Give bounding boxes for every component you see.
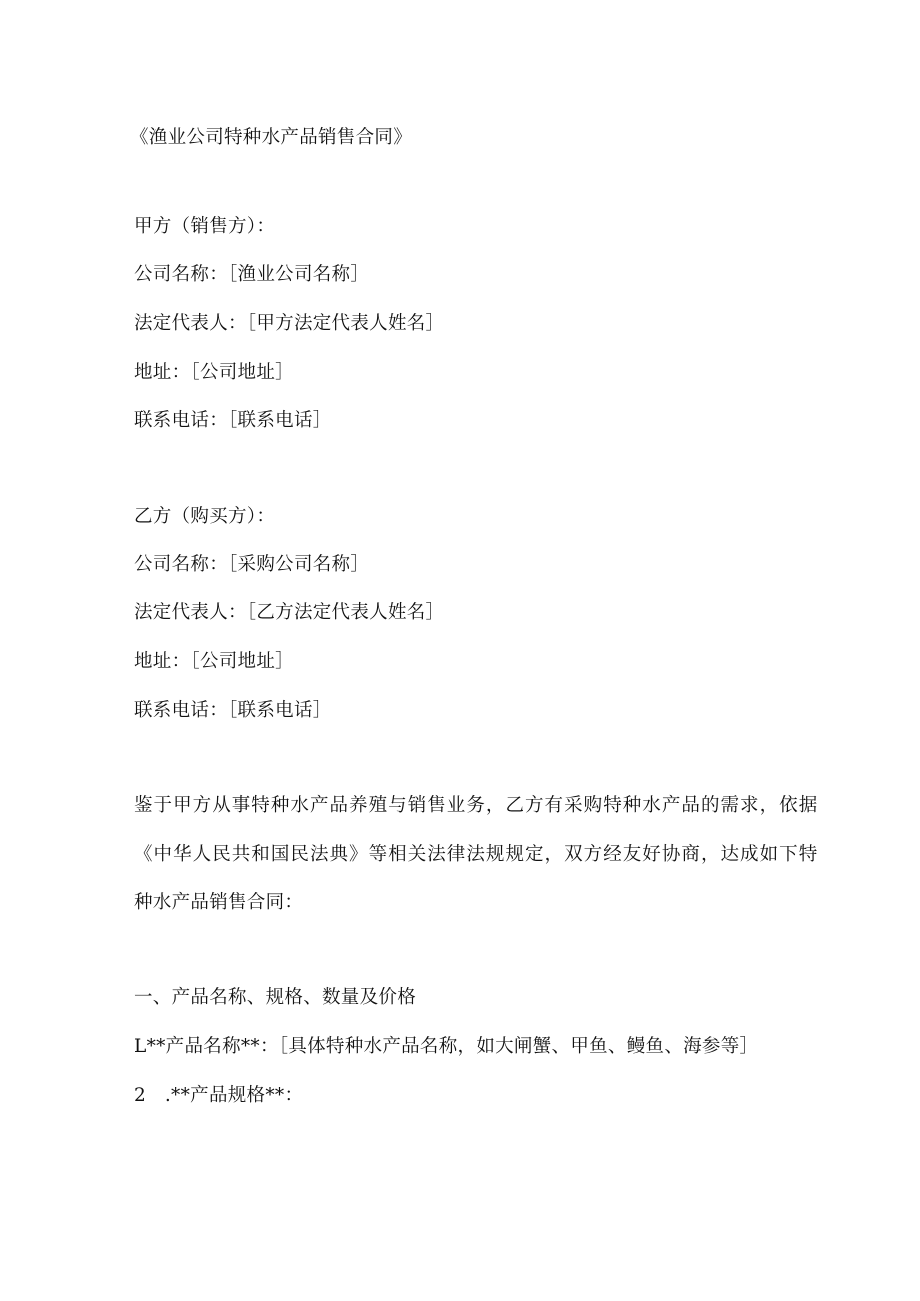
- party-a-company: 公司名称：［渔业公司名称］: [134, 264, 370, 285]
- party-a-heading: 甲方（销售方）：: [134, 216, 276, 237]
- preamble-line-3: 种水产品销售合同：: [134, 892, 304, 913]
- document-title: 《渔业公司特种水产品销售合同》: [130, 127, 413, 148]
- section-1-heading: 一、产品名称、规格、数量及价格: [134, 987, 417, 1008]
- party-b-heading: 乙方（购买方）：: [134, 506, 276, 527]
- preamble-line-1: 鉴于甲方从事特种水产品养殖与销售业务，乙方有采购特种水产品的需求，依据: [134, 795, 819, 816]
- party-a-phone: 联系电话：［联系电话］: [134, 410, 332, 431]
- preamble-line-2: 《中华人民共和国民法典》等相关法律法规规定，双方经友好协商，达成如下特: [134, 844, 819, 865]
- party-b-address: 地址：［公司地址］: [134, 651, 294, 672]
- party-a-address: 地址：［公司地址］: [134, 362, 294, 383]
- section-1-item-1: L**产品名称**：［具体特种水产品名称，如大闸蟹、甲鱼、鳗鱼、海参等］: [134, 1036, 759, 1057]
- party-b-phone: 联系电话：［联系电话］: [134, 700, 332, 721]
- party-b-representative: 法定代表人：［乙方法定代表人姓名］: [134, 602, 445, 623]
- party-a-representative: 法定代表人：［甲方法定代表人姓名］: [134, 313, 445, 334]
- section-1-item-2: 2 .**产品规格**：: [134, 1085, 304, 1106]
- party-b-company: 公司名称：［采购公司名称］: [134, 554, 370, 575]
